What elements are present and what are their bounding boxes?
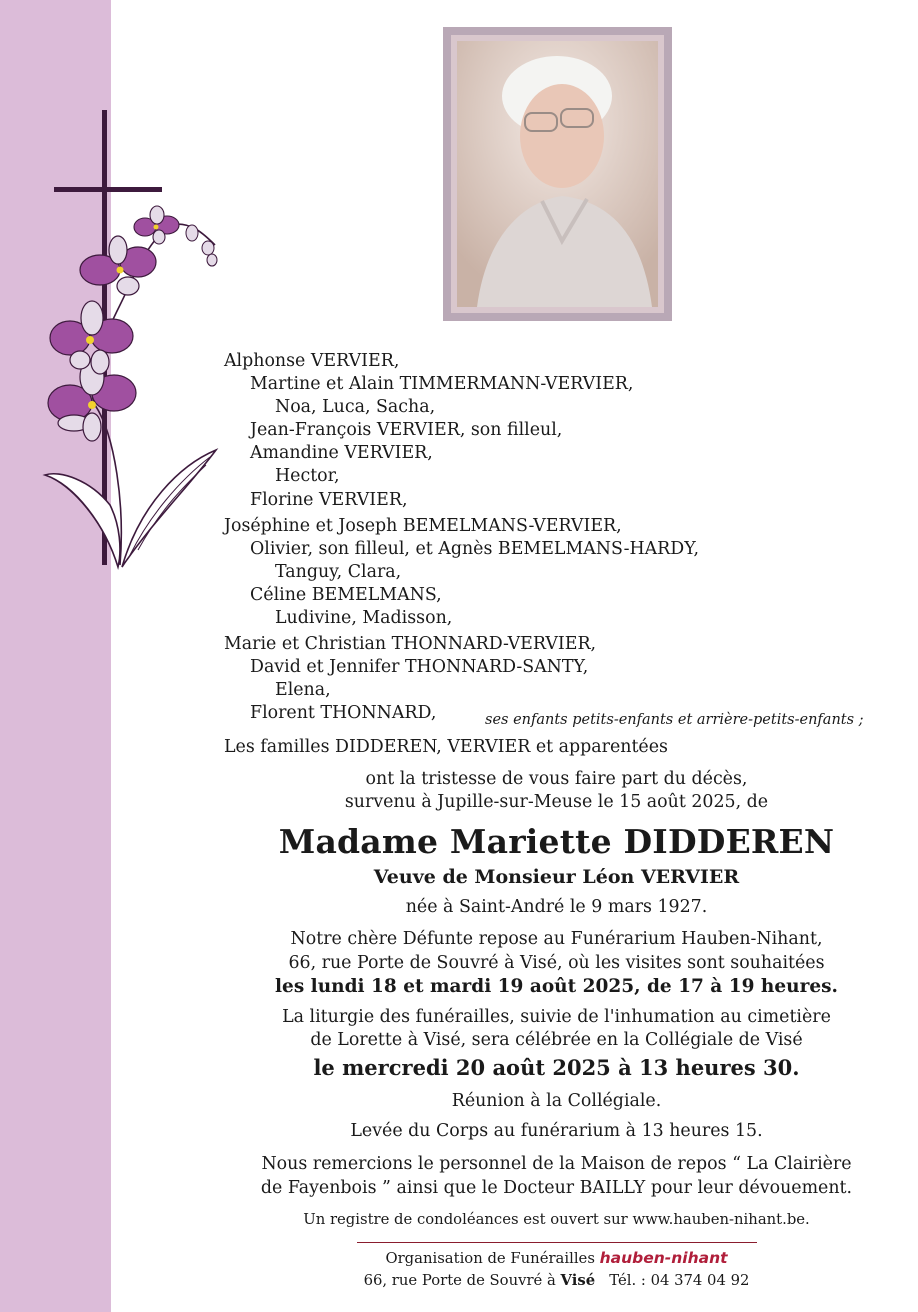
family-member-line: Olivier, son filleul, et Agnès BEMELMANS-HARDY, — [250, 538, 699, 559]
address-prefix: 66, rue Porte de Souvré à — [363, 1272, 556, 1289]
family-member-line: Tanguy, Clara, — [275, 561, 402, 582]
visitation-line: 66, rue Porte de Souvré à Visé, où les visites sont souhaitées — [288, 952, 825, 973]
orchid-flower — [134, 206, 179, 244]
family-member-line: Alphonse VERVIER, — [224, 351, 400, 371]
announcement-intro — [224, 768, 889, 814]
announcement-line: ont la tristesse de vous faire part du décès, — [365, 769, 748, 789]
kinship-note: ses enfants petits-enfants et arrière-petits-enfants ; — [485, 712, 864, 728]
brand-logo: hauben-nihant — [599, 1249, 728, 1267]
family-member-line: Céline BEMELMANS, — [250, 584, 442, 605]
cross-orchid-decoration — [30, 105, 230, 575]
phone-number: Tél. : 04 374 04 92 — [609, 1272, 750, 1289]
birth-info: née à Saint-André le 9 mars 1927. — [405, 897, 708, 917]
visitation-line: Notre chère Défunte repose au Funérarium Hauben-Nihant, — [290, 929, 823, 949]
portrait-frame — [443, 27, 672, 321]
funeral-line: La liturgie des funérailles, suivie de l'inhumation au cimetière — [282, 1007, 831, 1027]
meeting-info: Réunion à la Collégiale. — [451, 1091, 662, 1111]
family-member-line: Florine VERVIER, — [250, 489, 408, 510]
funeral-line: de Lorette à Visé, sera célébrée en la Collégiale de Visé — [310, 1029, 803, 1050]
thanks-line: de Fayenbois ” ainsi que le Docteur BAILLY pour leur dévouement. — [260, 1177, 853, 1198]
family-member-line: Noa, Luca, Sacha, — [275, 397, 436, 418]
family-member-line: Florent THONNARD, — [250, 703, 437, 724]
orchid-flower — [80, 236, 156, 295]
footer-divider — [357, 1242, 757, 1243]
funeral-date: le mercredi 20 août 2025 à 13 heures 30. — [313, 1055, 800, 1080]
family-member-line: Martine et Alain TIMMERMANN-VERVIER, — [250, 374, 634, 395]
org-label: Organisation de Funérailles — [385, 1250, 595, 1267]
family-member-line: Hector, — [275, 466, 340, 487]
family-member-line: David et Jennifer THONNARD-SANTY, — [250, 657, 589, 678]
widow-of: Veuve de Monsieur Léon VERVIER — [373, 866, 740, 888]
address-city: Visé — [560, 1272, 596, 1289]
family-member-line: Joséphine et Joseph BEMELMANS-VERVIER, — [224, 515, 622, 536]
family-member-line: Amandine VERVIER, — [250, 443, 433, 464]
orchid-flower — [48, 359, 136, 441]
orchid-bud — [207, 254, 217, 266]
footer-address — [224, 1272, 889, 1289]
orchid-bud — [202, 241, 214, 255]
thanks-line: Nous remercions le personnel de la Maison de repos “ La Clairière — [261, 1154, 852, 1174]
family-member-line: Jean-François VERVIER, son filleul, — [250, 420, 563, 441]
portrait-photo — [451, 35, 664, 313]
funeral-info — [224, 1006, 889, 1051]
family-list — [224, 350, 904, 726]
visitation-dates: les lundi 18 et mardi 19 août 2025, de 17 à 19 heures. — [275, 976, 838, 997]
visitation-info — [224, 928, 889, 999]
deceased-name: Madame Mariette DIDDEREN — [278, 822, 835, 861]
family-member-line: Elena, — [275, 680, 331, 701]
orchid-flower — [50, 301, 133, 374]
departure-info: Levée du Corps au funérarium à 13 heures 15. — [350, 1121, 763, 1141]
footer-organisation — [224, 1249, 889, 1267]
orchid-bud — [186, 225, 198, 241]
other-families: Les familles DIDDEREN, VERVIER et apparentées — [224, 737, 668, 757]
leaf-left — [45, 474, 120, 567]
announcement-line: survenu à Jupille-sur-Meuse le 15 août 2025, de — [344, 792, 769, 812]
family-member-line: Marie et Christian THONNARD-VERVIER, — [224, 634, 597, 655]
family-member-line: Ludivine, Madisson, — [275, 608, 453, 629]
thanks-message — [224, 1153, 889, 1200]
condolence-registry: Un registre de condoléances est ouvert sur www.hauben-nihant.be. — [303, 1211, 810, 1228]
leaf-right — [122, 450, 216, 567]
cross-horizontal — [54, 187, 162, 192]
